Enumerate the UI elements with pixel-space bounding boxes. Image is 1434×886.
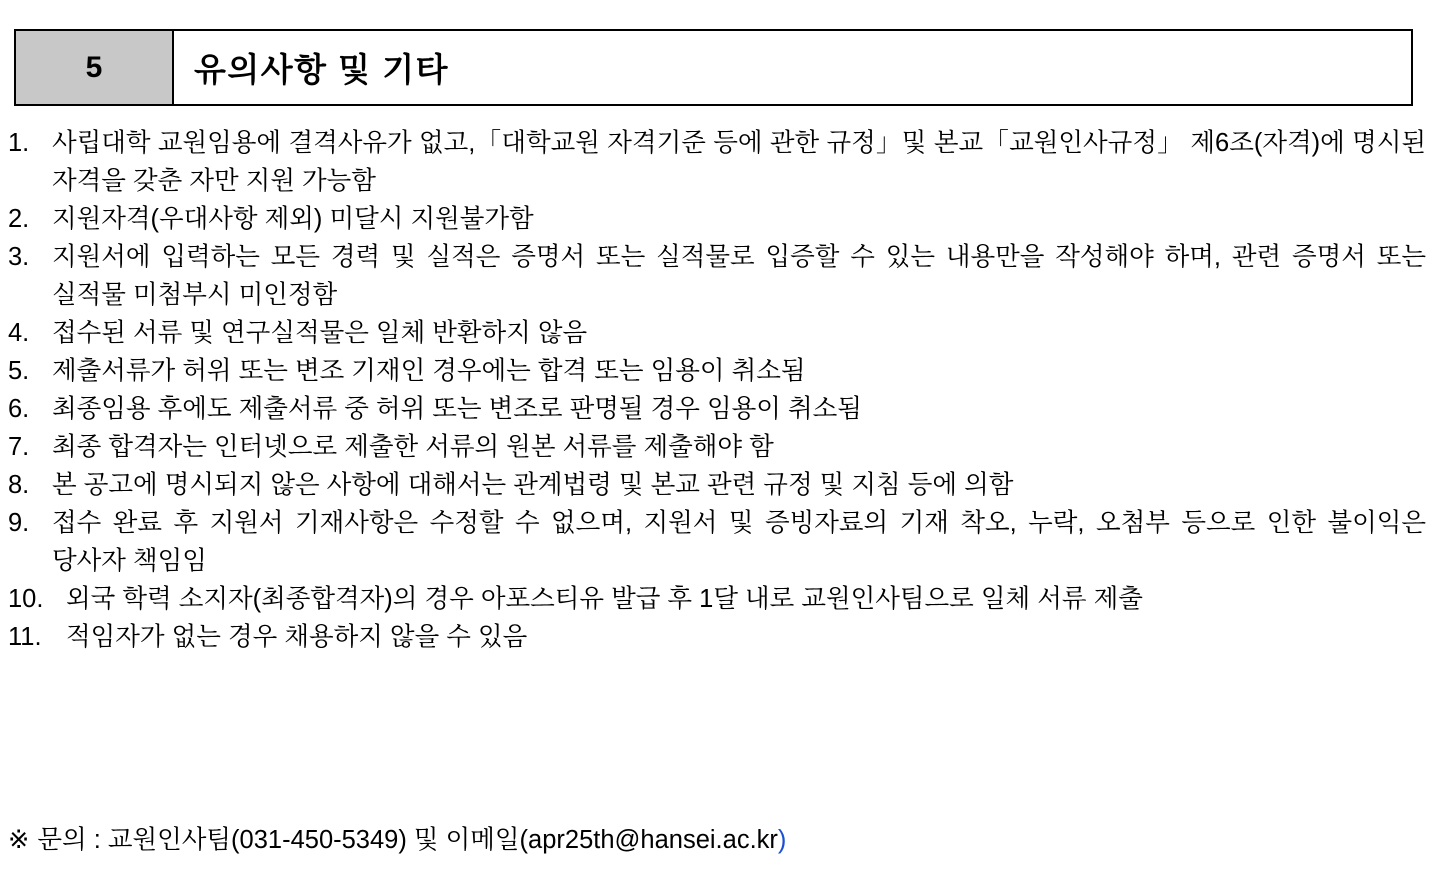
list-item-number: 6. [8, 395, 30, 423]
list-item-text: 사립대학 교원임용에 결격사유가 없고,「대학교원 자격기준 등에 관한 규정」및 본교「교원인사규정」 제6조(자격)에 명시된 자격을 갖춘 자만 지원 가능함 [52, 129, 1426, 195]
list-item [8, 390, 1430, 428]
list-item [8, 618, 1430, 656]
list-item-text: 제출서류가 허위 또는 변조 기재인 경우에는 합격 또는 임용이 취소됨 [52, 357, 806, 385]
section-header [14, 29, 1413, 106]
reference-mark-icon: ※ [8, 826, 30, 854]
list-item-text: 외국 학력 소지자(최종합격자)의 경우 아포스티유 발급 후 1달 내로 교원인사팀으로 일체 서류 제출 [66, 585, 1143, 613]
list-item-text: 적임자가 없는 경우 채용하지 않을 수 있음 [66, 623, 528, 651]
list-item-text: 본 공고에 명시되지 않은 사항에 대해서는 관계법령 및 본교 관련 규정 및 지침 등에 의함 [52, 471, 1014, 499]
list-item-number: 5. [8, 357, 30, 385]
section-title: 유의사항 및 기타 [194, 51, 449, 88]
list-item-number: 8. [8, 471, 30, 499]
list-item-text: 지원서에 입력하는 모든 경력 및 실적은 증명서 또는 실적물로 입증할 수 있는 내용만을 작성해야 하며, 관련 증명서 또는 실적물 미첨부시 미인정함 [52, 243, 1426, 309]
list-item [8, 580, 1430, 618]
list-item-number: 9. [8, 509, 30, 537]
list-item-number: 2. [8, 205, 30, 233]
list-item-number: 11. [8, 623, 42, 651]
list-item-number: 3. [8, 243, 30, 271]
list-item [8, 124, 1430, 200]
list-item [8, 200, 1430, 238]
contact-text-tail: ) [777, 826, 787, 854]
list-item-number: 1. [8, 129, 30, 157]
list-item-text: 최종 합격자는 인터넷으로 제출한 서류의 원본 서류를 제출해야 함 [52, 433, 774, 461]
list-item [8, 504, 1430, 580]
contact-line [8, 822, 786, 858]
list-item [8, 238, 1430, 314]
list-item [8, 428, 1430, 466]
list-item-number: 4. [8, 319, 30, 347]
list-item-text: 지원자격(우대사항 제외) 미달시 지원불가함 [52, 205, 534, 233]
section-number: 5 [16, 31, 174, 104]
list-item-text: 접수 완료 후 지원서 기재사항은 수정할 수 없으며, 지원서 및 증빙자료의 기재 착오, 누락, 오첨부 등으로 인한 불이익은 당사자 책임임 [52, 509, 1426, 575]
list-item-number: 7. [8, 433, 30, 461]
list-item-text: 최종임용 후에도 제출서류 중 허위 또는 변조로 판명될 경우 임용이 취소됨 [52, 395, 862, 423]
list-item [8, 466, 1430, 504]
list-item-text: 접수된 서류 및 연구실적물은 일체 반환하지 않음 [52, 319, 588, 347]
list-item [8, 314, 1430, 352]
list-item [8, 352, 1430, 390]
notice-list [8, 124, 1430, 656]
list-item-number: 10. [8, 585, 44, 613]
contact-text: 문의 : 교원인사팀(031-450-5349) 및 이메일(apr25th@hansei.ac.kr [37, 826, 778, 854]
